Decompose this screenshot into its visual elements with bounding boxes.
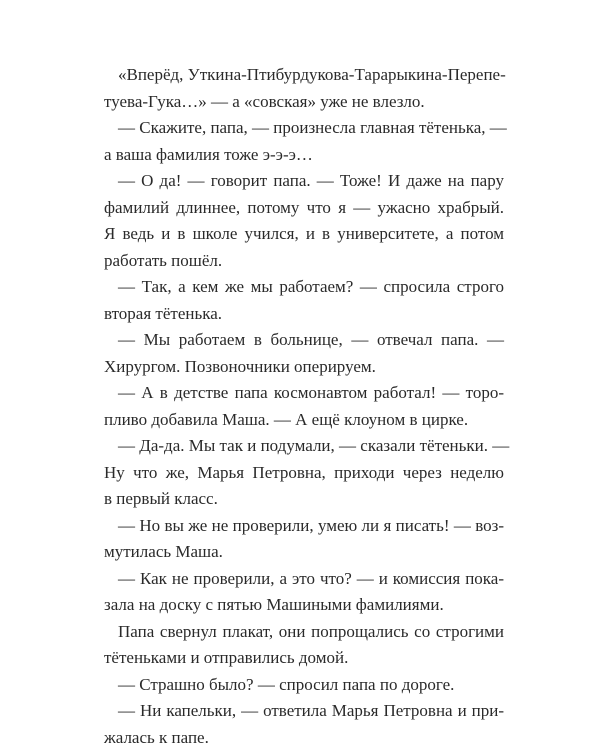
text-line: работать пошёл. <box>104 248 504 275</box>
paragraph <box>104 619 504 672</box>
paragraph <box>104 672 504 699</box>
text-line: — Мы работаем в больнице, — отвечал папа. — <box>104 327 504 354</box>
paragraph <box>104 115 504 168</box>
text-line: фамилий длиннее, потому что я — ужасно храбрый. <box>104 195 504 222</box>
text-line: — Так, а кем же мы работаем? — спросила строго <box>104 274 504 301</box>
paragraph <box>104 327 504 380</box>
text-line: зала на доску с пятью Машиными фамилиями. <box>104 592 504 619</box>
text-line: Хирургом. Позвоночники оперируем. <box>104 354 504 381</box>
text-line: — А в детстве папа космонавтом работал! — торо- <box>104 380 504 407</box>
paragraph <box>104 566 504 619</box>
text-line: — Как не проверили, а это что? — и комиссия пока- <box>104 566 504 593</box>
text-line: «Вперёд, Уткина-Птибурдукова-Тарарыкина-Перепе- <box>104 62 504 89</box>
text-line: жалась к папе. <box>104 725 504 751</box>
text-line: туева-Гука…» — а «совская» уже не влезло. <box>104 89 504 116</box>
text-line: — Страшно было? — спросил папа по дороге. <box>104 672 504 699</box>
text-line: пливо добавила Маша. — А ещё клоуном в цирке. <box>104 407 504 434</box>
paragraph <box>104 698 504 751</box>
book-page-text <box>104 62 504 751</box>
text-line: а ваша фамилия тоже э-э-э… <box>104 142 504 169</box>
text-line: в первый класс. <box>104 486 504 513</box>
paragraph <box>104 168 504 274</box>
text-line: тётеньками и отправились домой. <box>104 645 504 672</box>
text-line: — Скажите, папа, — произнесла главная тётенька, — <box>104 115 504 142</box>
text-line: — О да! — говорит папа. — Тоже! И даже на пару <box>104 168 504 195</box>
paragraph <box>104 433 504 513</box>
text-line: вторая тётенька. <box>104 301 504 328</box>
paragraph <box>104 274 504 327</box>
text-line: Ну что же, Марья Петровна, приходи через неделю <box>104 460 504 487</box>
text-line: — Но вы же не проверили, умею ли я писать! — воз- <box>104 513 504 540</box>
text-line: — Да-да. Мы так и подумали, — сказали тётеньки. — <box>104 433 504 460</box>
text-line: Папа свернул плакат, они попрощались со строгими <box>104 619 504 646</box>
paragraph <box>104 62 504 115</box>
paragraph <box>104 380 504 433</box>
text-line: — Ни капельки, — ответила Марья Петровна и при- <box>104 698 504 725</box>
text-line: Я ведь и в школе учился, и в университете, а потом <box>104 221 504 248</box>
paragraph <box>104 513 504 566</box>
text-line: мутилась Маша. <box>104 539 504 566</box>
